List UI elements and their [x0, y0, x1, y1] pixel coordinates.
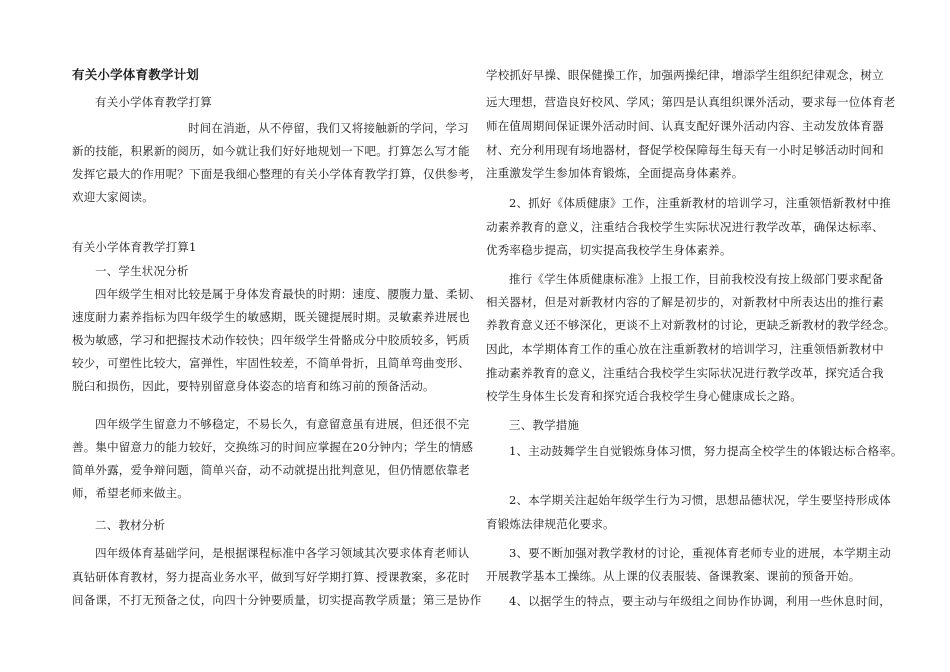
text-line: 四年级学生相对比较是属于身体发育最快的时期：速度、腰腹力量、柔韧、 [95, 287, 482, 301]
text-line: 动素养教育的意义，注重结合我校学生实际状况进行教学改革，确保达标率、 [486, 220, 884, 234]
text-line: 四年级体育基础学问，是根据课程标准中各学习领域其次要求体育老师认 [95, 546, 470, 560]
text-line: 2、抓好《体质健康》工作，注重新教材的培训学习，注重领悟新教材中推 [509, 196, 891, 210]
text-line: 因此，本学期体育工作的重心放在注重新教材的培训学习，注重领悟新教材中 [486, 342, 884, 356]
text-line: 师，希望老师来做主。 [72, 486, 189, 500]
text-line: 发挥它最大的作用呢？下面是我细心整理的有关小学体育教学打算，仅供参考， [72, 167, 482, 181]
text-line: 开展教学基本工操练。从上课的仪表服装、备课教案、课前的预备开始。 [486, 569, 861, 583]
section-heading: 二、教材分析 [95, 518, 166, 532]
text-line: 较少，可塑性比较大，富弹性，牢固性较差，不简单骨折，且简单弯曲变形、 [72, 356, 470, 370]
section-heading: 有关小学体育教学打算1 [72, 240, 197, 254]
text-line: 善。集中留意力的能力较好，交换练习的时间应掌握在20分钟内；学生的情感 [72, 440, 474, 454]
text-line: 极为敏感，学习和把握技术动作较快；四年级学生骨骼成分中胶质较多，钙质 [72, 333, 470, 347]
text-line: 真钻研体育教材，努力提高业务水平，做到写好学期打算、授课教案，多花时 [72, 570, 470, 584]
text-line: 推动素养教育的意义，注重结合我校学生实际状况进行教学改革，探究适合我 [486, 366, 884, 380]
text-line: 四年级学生留意力不够稳定，不易长久，有意留意虽有进展，但还很不完 [95, 417, 470, 431]
text-line: 优秀率稳步提高，切实提高我校学生身体素养。 [486, 243, 732, 257]
document-title: 有关小学体育教学计划 [72, 67, 200, 82]
text-line: 时间在消逝，从不停留，我们又将接触新的学问，学习 [188, 121, 469, 135]
text-line: 4、以据学生的特点，要主动与年级组之间协作协调，利用一些休息时间， [509, 594, 891, 608]
text-line: 注重激发学生参加体育锻炼，全面提高身体素养。 [486, 166, 744, 180]
text-line: 欢迎大家阅读。 [72, 190, 154, 204]
text-line: 师在值周期间保证课外活动时间、认真支配好课外活动内容、主动发放体育器 [486, 119, 884, 133]
text-line: 脱臼和损伤，因此，要特别留意身体姿态的培育和练习前的预备活动。 [72, 379, 435, 393]
text-line: 育锻炼法律规范化要求。 [486, 517, 615, 531]
text-line: 推行《学生体质健康标准》上报工作，目前我校没有按上级部门要求配备 [509, 272, 884, 286]
text-line: 养教育意义还不够深化，更谈不上对新教材的讨论，更缺乏新教材的教学经念。 [486, 318, 896, 332]
text-line: 学校抓好早操、眼保健操工作，加强两操纪律，增添学生组织纪律观念，树立 [486, 68, 884, 82]
text-line: 新的技能，积累新的阅历，如今就让我们好好地规划一下吧。打算怎么写才能 [72, 144, 470, 158]
text-line: 速度耐力素养指标为四年级学生的敏感期，既关键提展时期。灵敏素养进展也 [72, 310, 470, 324]
text-line: 2、本学期关注起始年级学生行为习惯，思想品德状况，学生要坚持形成体 [509, 493, 891, 507]
text-line: 相关器材，但是对新教材内容的了解是初步的，对新教材中所表达出的推行素 [486, 295, 884, 309]
section-heading: 三、教学措施 [509, 418, 580, 432]
text-line: 校学生身体生长发育和探究适合我校学生身心健康成长之路。 [486, 389, 802, 403]
section-heading: 一、学生状况分析 [95, 264, 189, 278]
subtitle-line: 有关小学体育教学打算 [95, 95, 212, 109]
text-line: 3、要不断加强对教学教材的讨论，重视体育老师专业的进展，本学期主动 [509, 546, 891, 560]
text-line: 1、主动鼓舞学生自觉锻炼身体习惯，努力提高全校学生的体锻达标合格率。 [509, 444, 903, 458]
text-line: 间备课，不打无预备之仗，向四十分钟要质量，切实提高教学质量；第三是协作 [72, 593, 482, 607]
text-line: 简单外露，爱争辩问题，简单兴奋，动不动就提出批判意见，但仍情愿依靠老 [72, 463, 470, 477]
text-line: 远大理想，营造良好校风、学风；第四是认真组织课外活动，要求每一位体育老 [486, 95, 896, 109]
text-line: 材、充分利用现有场地器材，督促学校保障每生每天有一小时足够活动时间和 [486, 143, 884, 157]
